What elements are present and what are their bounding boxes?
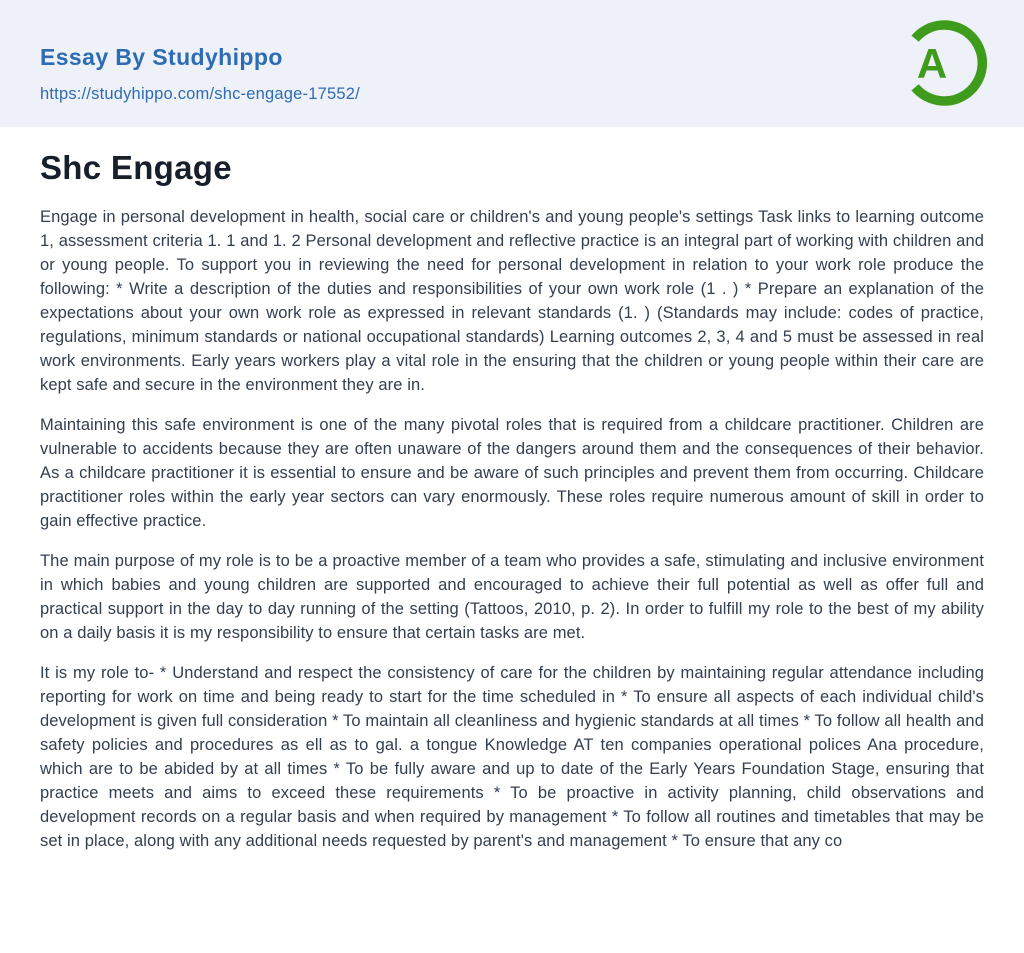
essay-paragraph: Maintaining this safe environment is one of the many pivotal roles that is required from a childcare practitioner. Children are vulnerable to accidents because they are often unaware of the dangers around them and the consequences of their behavior. As a childcare practitioner it is essential to ensure and be aware of such principles and prevent them from occurring. Childcare practitioner roles within the early year sectors can vary enormously. These roles require numerous amount of skill in order to gain effective practice. [40, 416, 984, 530]
source-url-link[interactable]: https://studyhippo.com/shc-engage-17552/ [40, 85, 360, 103]
site-title: Essay By Studyhippo [40, 44, 283, 70]
essay-body [40, 205, 984, 853]
essay-paragraph: Engage in personal development in health, social care or children's and young people's settings Task links to learning outcome 1, assessment criteria 1. 1 and 1. 2 Personal development and reflective practice is an integral part of working with children and or young people. To support you in reviewing the need for personal development in relation to your work role produce the following: * Write a description of the duties and responsibilities of your own work role (1 . ) * Prepare an explanation of the expectations about your own work role as expressed in relevant standards (1. ) (Standards may include: codes of practice, regulations, minimum standards or national occupational standards) Learning outcomes 2, 3, 4 and 5 must be assessed in real work environments. Early years workers play a vital role in the ensuring that the children or young people within their care are kept safe and secure in the environment they are in. [40, 208, 984, 394]
essay-paragraph: The main purpose of my role is to be a proactive member of a team who provides a safe, stimulating and inclusive environment in which babies and young children are supported and encouraged to achieve their full potential as well as offer full and practical support in the day to day running of the setting (Tattoos, 2010, p. 2). In order to fulfill my role to the best of my ability on a daily basis it is my responsibility to ensure that certain tasks are met. [40, 552, 984, 642]
header-text-block [40, 44, 360, 104]
logo-letter: A [916, 40, 948, 87]
essay-title: Shc Engage [40, 149, 232, 186]
studyhippo-logo [897, 16, 991, 110]
essay-content [0, 148, 1024, 853]
page-header [0, 0, 1024, 127]
logo-arc-icon [897, 16, 991, 110]
essay-paragraph: It is my role to- * Understand and respect the consistency of care for the children by maintaining regular attendance including reporting for work on time and being ready to start for the time scheduled in * To ensure all aspects of each individual child's development is given full consideration * To maintain all cleanliness and hygienic standards at all times * To follow all health and safety policies and procedures as ell as to gal. a tongue Knowledge AT ten companies operational polices Ana procedure, which are to be abided by at all times * To be fully aware and up to date of the Early Years Foundation Stage, ensuring that practice meets and aims to exceed these requirements * To be proactive in activity planning, child observations and development records on a regular basis and when required by management * To follow all routines and timetables that may be set in place, along with any additional needs requested by parent's and management * To ensure that any co [40, 664, 984, 850]
